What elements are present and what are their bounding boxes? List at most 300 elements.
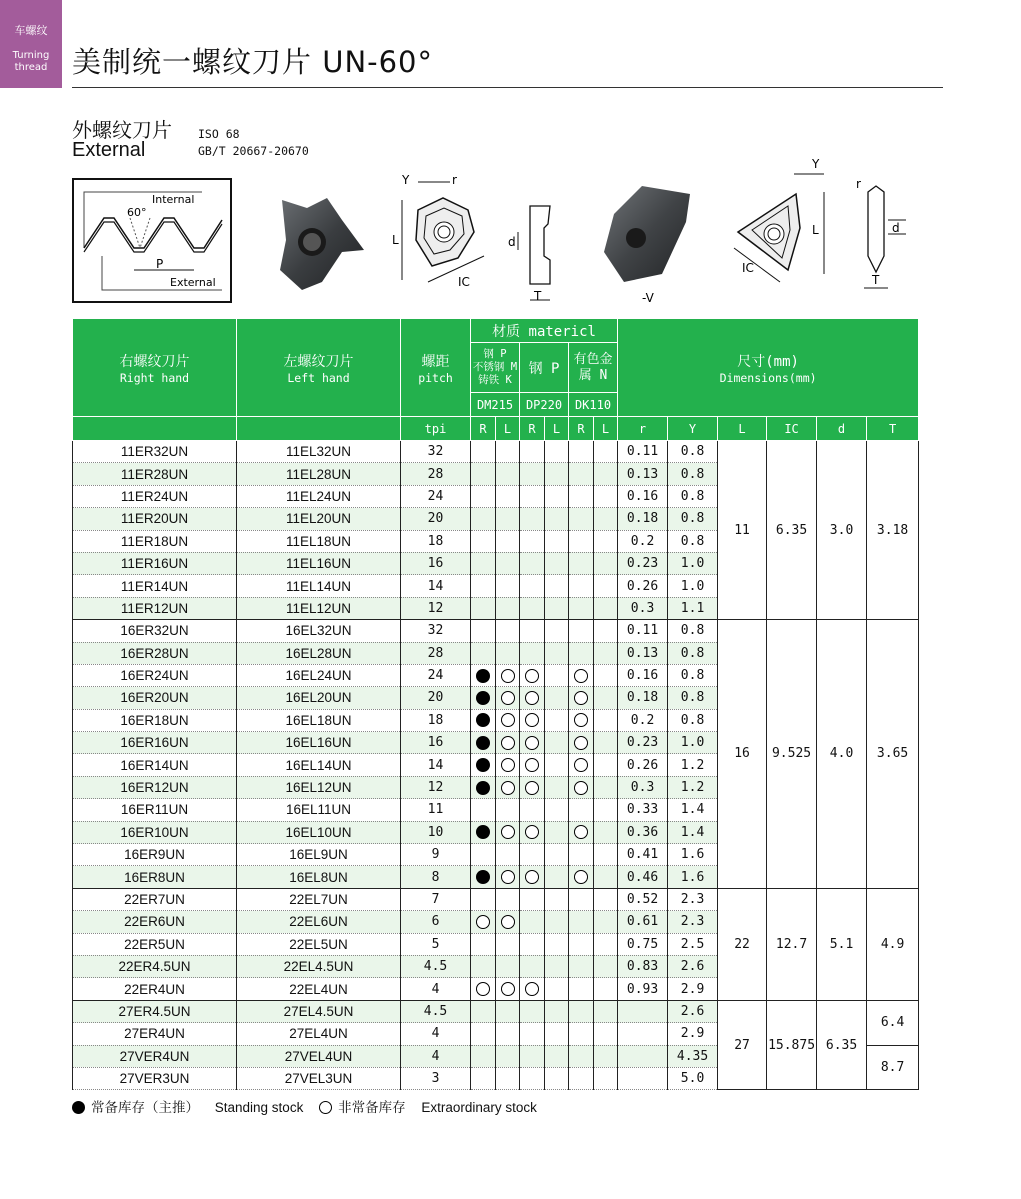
material-cell-5 [569,485,594,507]
standing-stock-icon [476,781,490,795]
material-cell-1 [471,552,496,574]
r-value: 0.16 [618,664,668,686]
legend-extra-en: Extraordinary stock [421,1100,537,1115]
material-cell-4 [545,508,569,530]
material-cell-4 [545,620,569,642]
material-cell-2 [496,508,520,530]
material-cell-2 [496,955,520,977]
tpi-value: 5 [401,933,471,955]
r-value: 0.18 [618,508,668,530]
Y-value: 0.8 [668,463,718,485]
right-hand-code: 11ER14UN [73,575,237,597]
material-cell-1 [471,530,496,552]
insert-dimension-diagram-v [724,158,840,290]
standing-stock-icon [476,825,490,839]
left-hand-code: 16EL14UN [237,754,401,776]
Y-value: 1.4 [668,821,718,843]
material-cell-1 [471,844,496,866]
material-cell-2 [496,463,520,485]
material-cell-2 [496,1045,520,1067]
header-grade-dk110: DK110 [569,393,618,417]
material-cell-5 [569,620,594,642]
r-value: 0.23 [618,732,668,754]
right-hand-code: 22ER7UN [73,888,237,910]
tpi-value: 18 [401,709,471,731]
standard-iso: ISO 68 [198,127,240,141]
header-grade-dp220: DP220 [520,393,569,417]
group-L-value: 11 [718,441,767,620]
material-cell-6 [594,642,618,664]
insert-photo-v-type [602,180,692,305]
material-cell-4 [545,1000,569,1022]
material-cell-6 [594,530,618,552]
material-cell-2 [496,821,520,843]
material-cell-2 [496,844,520,866]
tpi-value: 32 [401,441,471,463]
Y-value: 0.8 [668,664,718,686]
material-cell-5 [569,776,594,798]
header-grade-dm215: DM215 [471,393,520,417]
material-cell-3 [520,866,545,888]
Y-value: 2.3 [668,888,718,910]
material-cell-5 [569,866,594,888]
extraordinary-stock-icon [525,758,539,772]
material-cell-5 [569,844,594,866]
r-value: 0.16 [618,485,668,507]
left-hand-code: 16EL10UN [237,821,401,843]
material-cell-2 [496,732,520,754]
group-T-value: 4.9 [867,888,919,1000]
right-hand-code: 16ER12UN [73,776,237,798]
side2-d-label: d [892,221,900,235]
material-cell-2 [496,1000,520,1022]
r-value: 0.26 [618,754,668,776]
extraordinary-stock-icon [525,825,539,839]
tpi-value: 4.5 [401,1000,471,1022]
profile-internal-label: Internal [152,193,195,206]
left-hand-code: 16EL32UN [237,620,401,642]
material-cell-5 [569,933,594,955]
material-cell-5 [569,799,594,821]
extraordinary-stock-icon [501,669,515,683]
right-hand-code: 11ER28UN [73,463,237,485]
header-col-Y: Y [668,417,718,441]
material-cell-3 [520,709,545,731]
right-hand-code: 11ER24UN [73,485,237,507]
material-cell-3 [520,1045,545,1067]
material-cell-4 [545,844,569,866]
material-cell-5 [569,821,594,843]
right-hand-code: 11ER16UN [73,552,237,574]
material-cell-2 [496,441,520,463]
Y-value: 0.8 [668,642,718,664]
tpi-value: 6 [401,911,471,933]
material-cell-4 [545,799,569,821]
header-col-IC: IC [767,417,817,441]
material-cell-6 [594,441,618,463]
material-cell-6 [594,620,618,642]
group-IC-value: 6.35 [767,441,817,620]
right-hand-code: 16ER10UN [73,821,237,843]
extraordinary-stock-icon [501,870,515,884]
r-value: 0.83 [618,955,668,977]
material-cell-1 [471,463,496,485]
section-title-en: External [72,139,146,161]
Y-value: 0.8 [668,508,718,530]
r-value: 0.33 [618,799,668,821]
material-cell-4 [545,866,569,888]
material-cell-1 [471,597,496,619]
r-value: 0.13 [618,642,668,664]
material-cell-1 [471,978,496,1000]
material-cell-1 [471,776,496,798]
material-cell-3 [520,911,545,933]
header-col-d: d [817,417,867,441]
material-cell-4 [545,888,569,910]
header-dimensions-en: Dimensions(mm) [719,370,817,385]
material-cell-4 [545,575,569,597]
left-hand-code: 11EL28UN [237,463,401,485]
material-cell-6 [594,933,618,955]
material-cell-2 [496,799,520,821]
group-IC-value: 9.525 [767,620,817,889]
material-cell-5 [569,955,594,977]
tpi-value: 11 [401,799,471,821]
dim2-Y-label: Y [812,158,820,171]
Y-value: 1.6 [668,844,718,866]
header-right-hand-en: Right hand [119,370,190,385]
r-value [618,1067,668,1089]
right-hand-code: 27VER4UN [73,1045,237,1067]
Y-value: 2.9 [668,1023,718,1045]
Y-value: 0.8 [668,620,718,642]
material-cell-6 [594,575,618,597]
material-cell-1 [471,664,496,686]
material-cell-4 [545,664,569,686]
material-cell-2 [496,754,520,776]
group-T-value: 3.65 [867,620,919,889]
tpi-value: 8 [401,866,471,888]
standing-stock-icon [476,758,490,772]
dim1-r-label: r [452,173,457,187]
header-pitch [401,319,471,417]
material-cell-3 [520,754,545,776]
r-value: 0.75 [618,933,668,955]
r-value: 0.3 [618,776,668,798]
material-cell-6 [594,687,618,709]
material-cell-3 [520,620,545,642]
right-hand-code: 22ER5UN [73,933,237,955]
r-value: 0.18 [618,687,668,709]
r-value: 0.11 [618,441,668,463]
header-material: 材质 matericl [471,319,618,343]
header-dimensions [618,319,919,417]
left-hand-code: 11EL14UN [237,575,401,597]
section-title-cn: 外螺纹刀片 [72,118,172,142]
right-hand-code: 11ER18UN [73,530,237,552]
material-cell-4 [545,933,569,955]
material-cell-2 [496,933,520,955]
tpi-value: 28 [401,642,471,664]
material-cell-6 [594,463,618,485]
left-hand-code: 16EL9UN [237,844,401,866]
extraordinary-stock-icon [501,758,515,772]
header-blank-1 [73,417,237,441]
standing-stock-icon [476,669,490,683]
left-hand-code: 16EL11UN [237,799,401,821]
category-tag [0,0,62,88]
header-pitch-cn: 螺距 [421,353,450,370]
material-cell-3 [520,687,545,709]
right-hand-code: 11ER32UN [73,441,237,463]
material-cell-3 [520,732,545,754]
Y-value: 1.0 [668,575,718,597]
extraordinary-stock-icon [525,982,539,996]
material-cell-4 [545,485,569,507]
material-cell-2 [496,866,520,888]
extraordinary-stock-icon [501,825,515,839]
legend-extra-cn: 非常备库存 [338,1100,406,1115]
material-cell-5 [569,463,594,485]
material-cell-2 [496,776,520,798]
left-hand-code: 11EL24UN [237,485,401,507]
left-hand-code: 11EL12UN [237,597,401,619]
tpi-value: 32 [401,620,471,642]
tpi-value: 3 [401,1067,471,1089]
material-cell-6 [594,844,618,866]
header-blank-2 [237,417,401,441]
material-cell-3 [520,955,545,977]
material-cell-5 [569,1045,594,1067]
material-cell-3 [520,978,545,1000]
material-cell-4 [545,441,569,463]
group-d-value: 5.1 [817,888,867,1000]
dim2-L-label: L [812,223,819,237]
material-cell-4 [545,463,569,485]
Y-value: 1.6 [668,866,718,888]
extraordinary-stock-icon [574,736,588,750]
material-cell-6 [594,664,618,686]
tpi-value: 20 [401,508,471,530]
table-body [73,441,919,1090]
material-cell-6 [594,552,618,574]
header-pitch-en: pitch [418,370,453,385]
left-hand-code: 11EL32UN [237,441,401,463]
tpi-value: 20 [401,687,471,709]
extraordinary-stock-icon [525,713,539,727]
left-hand-code: 11EL20UN [237,508,401,530]
material-cell-4 [545,978,569,1000]
tpi-value: 24 [401,485,471,507]
header-material-n [569,343,618,393]
header-left-hand-cn: 左螺纹刀片 [283,353,354,370]
header-R-1: R [471,417,496,441]
right-hand-code: 16ER32UN [73,620,237,642]
header-material-p: 钢 P [520,343,569,393]
extraordinary-stock-icon [501,713,515,727]
dim1-IC-label: IC [458,275,470,289]
right-hand-code: 16ER18UN [73,709,237,731]
material-cell-5 [569,664,594,686]
right-hand-code: 16ER28UN [73,642,237,664]
right-hand-code: 16ER14UN [73,754,237,776]
material-cell-3 [520,441,545,463]
extraordinary-stock-icon [501,781,515,795]
material-cell-2 [496,664,520,686]
material-cell-2 [496,888,520,910]
material-cell-4 [545,911,569,933]
material-cell-4 [545,552,569,574]
r-value: 0.36 [618,821,668,843]
side2-T-label: T [872,273,880,287]
extraordinary-stock-icon [574,713,588,727]
material-cell-6 [594,1067,618,1089]
material-cell-6 [594,1023,618,1045]
r-value: 0.2 [618,530,668,552]
group-d-value: 6.35 [817,1000,867,1090]
group-IC-value: 15.875 [767,1000,817,1090]
standing-stock-icon [476,713,490,727]
extraordinary-stock-icon [501,915,515,929]
header-right-hand [73,319,237,417]
left-hand-code: 27EL4UN [237,1023,401,1045]
left-hand-code: 27VEL3UN [237,1067,401,1089]
header-material-pmk [471,343,520,393]
profile-angle-label: 60° [127,206,147,219]
side2-r-label: r [856,177,861,191]
legend-standing-cn: 常备库存（主推） [91,1100,199,1115]
r-value: 0.46 [618,866,668,888]
material-cell-6 [594,754,618,776]
right-hand-code: 11ER12UN [73,597,237,619]
material-cell-6 [594,866,618,888]
tpi-value: 14 [401,575,471,597]
extraordinary-stock-icon [574,758,588,772]
right-hand-code: 22ER4.5UN [73,955,237,977]
Y-value: 1.4 [668,799,718,821]
material-cell-5 [569,642,594,664]
insert-dimension-diagram [388,170,498,302]
right-hand-code: 11ER20UN [73,508,237,530]
material-cell-4 [545,821,569,843]
right-hand-code: 27VER3UN [73,1067,237,1089]
left-hand-code: 27EL4.5UN [237,1000,401,1022]
header-R-3: R [569,417,594,441]
material-cell-5 [569,530,594,552]
material-cell-4 [545,1045,569,1067]
r-value [618,1045,668,1067]
left-hand-code: 22EL4UN [237,978,401,1000]
material-cell-3 [520,1067,545,1089]
material-cell-5 [569,911,594,933]
header-dimensions-cn: 尺寸(mm) [737,353,799,370]
material-steel-p: 钢 P [483,348,507,360]
material-cell-6 [594,821,618,843]
tpi-value: 4 [401,1023,471,1045]
category-tag-en-line1: Turning [12,50,50,61]
material-cell-5 [569,978,594,1000]
right-hand-code: 16ER16UN [73,732,237,754]
material-cell-3 [520,575,545,597]
material-cell-1 [471,642,496,664]
r-value [618,1023,668,1045]
Y-value: 1.1 [668,597,718,619]
extraordinary-stock-icon [574,691,588,705]
Y-value: 1.0 [668,732,718,754]
profile-pitch-label: P [156,257,164,271]
material-cell-4 [545,709,569,731]
material-cell-2 [496,687,520,709]
Y-value: 1.2 [668,776,718,798]
extraordinary-stock-icon [574,870,588,884]
standing-stock-icon [476,691,490,705]
Y-value: 2.6 [668,955,718,977]
material-cell-2 [496,1067,520,1089]
material-cell-5 [569,888,594,910]
category-tag-cn: 车螺纹 [14,24,48,37]
material-cell-2 [496,642,520,664]
material-cell-5 [569,508,594,530]
group-T-value-2: 8.7 [867,1045,919,1090]
material-cell-4 [545,530,569,552]
material-cell-3 [520,1000,545,1022]
group-L-value: 22 [718,888,767,1000]
header-col-L: L [718,417,767,441]
material-cell-3 [520,799,545,821]
material-cell-1 [471,441,496,463]
standards [198,126,309,160]
material-cell-1 [471,732,496,754]
material-cell-5 [569,575,594,597]
extraordinary-stock-marker-icon [319,1101,332,1114]
material-cell-1 [471,620,496,642]
material-cell-1 [471,1023,496,1045]
tpi-value: 18 [401,530,471,552]
material-cell-3 [520,642,545,664]
Y-value: 0.8 [668,687,718,709]
material-cell-4 [545,1023,569,1045]
material-cell-1 [471,1045,496,1067]
title-divider [72,87,943,88]
left-hand-code: 16EL12UN [237,776,401,798]
insert-side-view-v [846,172,908,292]
left-hand-code: 16EL18UN [237,709,401,731]
material-cell-6 [594,508,618,530]
Y-value: 2.5 [668,933,718,955]
Y-value: 0.8 [668,709,718,731]
standing-stock-icon [476,736,490,750]
r-value: 0.61 [618,911,668,933]
extraordinary-stock-icon [525,691,539,705]
material-cell-5 [569,441,594,463]
material-cell-2 [496,485,520,507]
Y-value: 0.8 [668,441,718,463]
side1-T-label: T [534,289,542,303]
extraordinary-stock-icon [525,781,539,795]
tpi-value: 28 [401,463,471,485]
legend [72,1096,549,1116]
right-hand-code: 16ER11UN [73,799,237,821]
insert-spec-table [72,318,919,1090]
header-R-2: R [520,417,545,441]
material-cell-1 [471,1067,496,1089]
extraordinary-stock-icon [501,982,515,996]
extraordinary-stock-icon [574,669,588,683]
right-hand-code: 27ER4UN [73,1023,237,1045]
header-tpi: tpi [401,417,471,441]
material-cell-6 [594,978,618,1000]
dim1-L-label: L [392,233,399,247]
